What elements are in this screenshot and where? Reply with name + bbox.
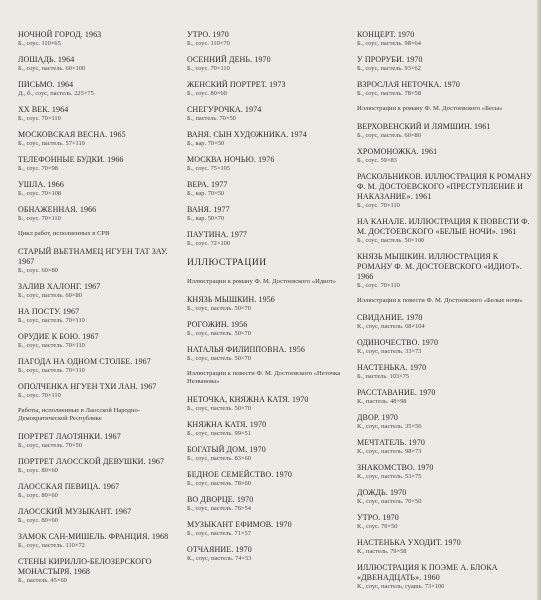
section-heading: ИЛЛЮСТРАЦИИ	[187, 258, 267, 268]
artwork-title: БОГАТЫЙ ДОМ. 1970	[187, 444, 266, 454]
artwork-title: МОСКВА НОЧЬЮ. 1976	[187, 155, 275, 164]
catalog-entry	[187, 295, 347, 313]
artwork-title: МЕЧТАТЕЛЬ. 1970	[357, 438, 425, 447]
artwork-title: ИЛЛЮСТРАЦИЯ К ПОЭМЕ А. БЛОКА «ДВЕНАДЦАТЬ». 1960	[357, 563, 498, 582]
artwork-title: ОДИНОЧЕСТВО. 1970	[357, 338, 439, 347]
artwork-title: УТРО. 1970	[357, 513, 399, 522]
artwork-details: Б., соус, пастель. 70×110	[18, 316, 85, 324]
artwork-title: ЗАЛИВ ХАЛОНГ. 1967	[18, 281, 101, 291]
artwork-details: Б., кар. 70×50	[187, 190, 225, 197]
catalog-entry	[357, 147, 535, 165]
artwork-title: ОТЧАЯНИЕ. 1970	[187, 544, 252, 554]
column-2	[187, 30, 347, 570]
catalog-entry	[18, 205, 176, 223]
catalog-entry	[357, 388, 535, 406]
catalog-entry	[18, 557, 176, 585]
catalog-entry	[187, 205, 347, 223]
artwork-title: ВАНЯ. СЫН ХУДОЖНИКА. 1974	[187, 130, 307, 139]
catalog-entry	[18, 180, 176, 198]
artwork-details: Б., соус. 70×110	[18, 115, 61, 122]
artwork-title: ДОЖДЬ. 1970	[357, 488, 407, 497]
artwork-details: Б., соус. 70×110	[18, 215, 61, 222]
artwork-title: ВЕРХОВЕНСКИЙ И ЛЯМШИН. 1961	[357, 121, 491, 131]
artwork-details: Б., соус, пастель. 50×70	[187, 354, 251, 362]
artwork-details: Б., пастель. 70×50	[187, 115, 236, 122]
artwork-details: Б., кар. 70×50	[187, 140, 225, 147]
section-note: Работы, исполненные в Лаосской Народно-Демократической Республике	[18, 406, 141, 422]
artwork-details: Б., соус, пастель. 78×54	[187, 504, 251, 512]
artwork-details: Б., соус, пастель. 78×60	[187, 479, 251, 487]
artwork-title: НАСТЕНЬКА. 1970	[357, 363, 427, 372]
section-note: Цикл работ, исполненных в СРВ	[18, 230, 110, 237]
catalog-entry	[187, 320, 347, 338]
catalog-entry	[187, 520, 347, 538]
artwork-details: Б., соус, пастель. 99×51	[187, 429, 251, 437]
artwork-title: ВАНЯ. 1977	[187, 205, 230, 214]
artwork-title: ОБНАЖЕННАЯ. 1966	[18, 205, 97, 214]
artwork-title: СВИДАНИЕ. 1970	[357, 313, 423, 322]
catalog-entry	[357, 438, 535, 456]
artwork-title: РАССТАВАНИЕ. 1970	[357, 388, 436, 397]
catalog-entry	[18, 457, 176, 475]
artwork-title: КНЯЗЬ МЫШКИН. 1956	[187, 294, 275, 304]
catalog-entry	[187, 105, 347, 123]
artwork-title: ХРОМОНОЖКА. 1961	[357, 146, 438, 156]
artwork-details: Б., пастель. 103×75	[357, 373, 410, 380]
catalog-entry	[18, 307, 176, 325]
catalog-entry	[357, 217, 535, 245]
artwork-title: XX ВЕК. 1964	[18, 105, 69, 114]
catalog-entry	[187, 345, 347, 363]
artwork-title: НОЧНОЙ ГОРОД. 1963	[18, 30, 102, 39]
artwork-title: МУЗЫКАНТ ЕФИМОВ. 1970	[187, 519, 292, 529]
artwork-title: ЗНАКОМСТВО. 1970	[357, 463, 434, 472]
catalog-entry	[18, 382, 176, 400]
catalog-entry	[187, 470, 347, 488]
catalog-entry	[18, 482, 176, 500]
artwork-title: ЗАМОК САН-МИШЕЛЬ. ФРАНЦИЯ. 1968	[18, 531, 169, 541]
catalog-entry	[18, 532, 176, 550]
artwork-details: К., соус, пастель. 70×50	[357, 498, 422, 505]
artwork-details: К., пастель. 48×98	[357, 398, 407, 405]
artwork-details: Б., соус, пастель. 70×110	[18, 366, 85, 374]
catalog-entry	[187, 80, 347, 98]
artwork-details: К., соус. 70×50	[357, 523, 398, 530]
artwork-details: Б., соус, пастель. 110×72	[18, 541, 85, 549]
artwork-title: ПОРТРЕТ ЛАОТЯНКИ. 1967	[18, 431, 121, 441]
artwork-details: Б., соус. 59×83	[357, 156, 397, 164]
catalog-entry	[357, 80, 535, 98]
artwork-details: Б., соус. 70×98	[18, 165, 58, 172]
artwork-details: Б., соус, пастель. 50×70	[187, 404, 251, 412]
artwork-title: ЛАОССКИЙ МУЗЫКАНТ. 1967	[18, 506, 132, 516]
artwork-details: К., соус, пастель. 98×73	[357, 448, 422, 455]
catalog-entry	[18, 55, 176, 73]
artwork-title: НА ПОСТУ. 1967	[18, 306, 80, 316]
artwork-title: КНЯЖНА КАТЯ. 1970	[187, 419, 267, 429]
artwork-title: ТЕЛЕФОННЫЕ БУДКИ. 1966	[18, 155, 124, 164]
artwork-details: Б., соус, пастель. 50×100	[357, 236, 425, 244]
artwork-details: Б., соус. 80×60	[187, 90, 227, 97]
artwork-details: Б., соус. 80×60	[18, 491, 58, 499]
artwork-title: БЕДНОЕ СЕМЕЙСТВО. 1970	[187, 469, 292, 479]
page-edge	[537, 0, 541, 600]
artwork-details: Б., соус. 70×110	[18, 391, 61, 399]
artwork-title: СТЕНЫ КИРИЛЛО-БЕЛОЗЕРСКОГО МОНАСТЫРЯ. 1968	[18, 556, 152, 576]
artwork-details: К., соус, пастель. 68×104	[357, 323, 425, 330]
catalog-entry	[187, 30, 347, 48]
artwork-title: ПОРТРЕТ ЛАОССКОЙ ДЕВУШКИ. 1967	[18, 456, 165, 466]
artwork-details: Б., соус. 80×60	[18, 466, 58, 474]
artwork-details: Б., соус. 70×108	[18, 190, 62, 197]
catalog-entry	[187, 180, 347, 198]
catalog-entry	[187, 130, 347, 148]
artwork-title: ОПОЛЧЕНКА НГУЕН ТХИ ЛАН. 1967	[18, 381, 157, 391]
artwork-details: Д., б., соус, пастель. 225×75	[18, 90, 94, 97]
catalog-entry	[18, 432, 176, 450]
catalog-entry	[187, 545, 347, 563]
catalog-entry	[357, 513, 535, 531]
artwork-title: ПАУТИНА. 1977	[187, 230, 248, 239]
artwork-details: Б., соус, пастель. 83×60	[187, 454, 251, 462]
artwork-details: Б., соус, пастель. 70×50	[18, 441, 82, 449]
catalog-entry	[357, 30, 535, 48]
artwork-details: К., соус, пастель. 53×75	[357, 473, 422, 480]
artwork-details: Б., соус. 80×60	[18, 516, 58, 524]
catalog-entry	[18, 130, 176, 148]
artwork-title: КНЯЗЬ МЫШКИН. ИЛЛЮСТРАЦИЯ К РОМАНУ Ф. М. ДОСТОЕВСКОГО «ИДИОТ». 1966	[357, 251, 522, 281]
catalog-entry	[18, 105, 176, 123]
artwork-title: ЛОШАДЬ. 1964	[18, 55, 75, 64]
artwork-title: ВО ДВОРЦЕ. 1970	[187, 494, 254, 504]
artwork-details: К., пастель. 79×58	[357, 548, 407, 555]
artwork-title: НА КАНАЛЕ. ИЛЛЮСТРАЦИЯ К ПОВЕСТИ Ф. М. ДОСТОЕВСКОГО «БЕЛЫЕ НОЧИ». 1961	[357, 216, 530, 236]
catalog-entry	[357, 563, 535, 591]
artwork-details: Б., соус, пастель. 93×62	[357, 65, 421, 72]
artwork-details: Б., соус, пастель. 50×70	[187, 329, 251, 337]
artwork-title: ЖЕНСКИЙ ПОРТРЕТ. 1973	[187, 80, 286, 89]
catalog-entry	[357, 488, 535, 506]
catalog-entry	[18, 507, 176, 525]
artwork-title: УШЛА. 1966	[18, 180, 64, 189]
column-3	[357, 30, 535, 598]
catalog-entry	[187, 395, 347, 413]
catalog-entry	[18, 282, 176, 300]
artwork-title: У ПРОРУБИ. 1970	[357, 55, 423, 64]
artwork-details: Б., соус, пастель. 70×110	[18, 341, 85, 349]
artwork-title: ЛАОССКАЯ ПЕВИЦА. 1967	[18, 481, 120, 491]
artwork-title: СТАРЫЙ ВЬЕТНАМЕЦ НГУЕН ТАТ ЗАУ. 1967	[18, 246, 168, 266]
catalog-entry	[18, 30, 176, 48]
catalog-entry	[18, 357, 176, 375]
section-note: Иллюстрации к роману Ф. М. Достоевского «Идиот»	[187, 278, 337, 285]
catalog-entry	[357, 413, 535, 431]
catalog-entry	[18, 247, 176, 275]
catalog-entry	[357, 172, 535, 210]
artwork-details: Б., соус. 110×65	[18, 40, 61, 47]
artwork-title: НЕТОЧКА, КНЯЖНА КАТЯ. 1970	[187, 394, 309, 404]
artwork-details: Б., соус, пастель. 71×57	[187, 529, 251, 537]
catalog-entry	[187, 420, 347, 438]
artwork-details: Б., соус, пастель. 57×110	[18, 140, 85, 147]
catalog-entry	[187, 230, 347, 248]
artwork-details: Б., соус. 60×80	[18, 266, 58, 274]
catalog-entry	[357, 463, 535, 481]
artwork-details: Б., соус. 70×110	[357, 281, 400, 289]
artwork-title: КОНЦЕРТ. 1970	[357, 30, 415, 39]
artwork-details: Б., кар. 50×70	[187, 215, 225, 222]
section-note: Иллюстрации к повести Ф. М. Достоевского «Белые ночи»	[357, 296, 523, 304]
artwork-title: МОСКОВСКАЯ ВЕСНА. 1965	[18, 130, 126, 139]
catalog-entry	[357, 55, 535, 73]
artwork-title: ОСЕННИЙ ДЕНЬ. 1970	[187, 55, 271, 64]
catalog-entry	[187, 495, 347, 513]
artwork-details: Б., соус, пастель. 78×58	[357, 90, 421, 97]
catalog-entry	[187, 155, 347, 173]
catalog-entry	[357, 252, 535, 290]
artwork-details: Б., соус. 75×105	[187, 165, 231, 172]
catalog-entry	[357, 313, 535, 331]
artwork-details: Б., соус, пастель. 60×80	[18, 291, 82, 299]
artwork-details: Б., пастель. 45×60	[18, 576, 67, 584]
catalog-entry	[357, 122, 535, 140]
section-note: Иллюстрации к повести Ф. М. Достоевского «Неточка Незванова»	[187, 369, 340, 385]
artwork-details: К., соус, пастель. 33×73	[357, 348, 422, 355]
artwork-title: НАСТЕНЬКА УХОДИТ. 1970	[357, 538, 461, 547]
artwork-title: СНЕГУРОЧКА. 1974	[187, 105, 262, 114]
column-1	[18, 30, 176, 592]
artwork-details: Б., соус. 70×110	[187, 65, 230, 72]
catalog-entry	[357, 538, 535, 556]
artwork-title: ОРУДИЕ К БОЮ. 1967	[18, 331, 99, 341]
catalog-entry	[18, 332, 176, 350]
artwork-details: Б., соус. 110×70	[187, 40, 230, 47]
catalog-entry	[357, 338, 535, 356]
catalog-entry	[357, 363, 535, 381]
catalog-entry	[18, 155, 176, 173]
section-note: Иллюстрации к роману Ф. М. Достоевского «Бесы»	[357, 105, 503, 112]
artwork-title: УТРО. 1970	[187, 30, 229, 39]
artwork-details: К., соус, пастель, гуашь. 73×100	[357, 583, 445, 590]
catalog-entry	[18, 80, 176, 98]
artwork-details: К., соус, пастель. 35×56	[357, 423, 422, 430]
artwork-details: Б., соус, пастель. 50×70	[187, 304, 251, 312]
artwork-title: ПИСЬМО. 1964	[18, 80, 74, 89]
artwork-title: РОГОЖИН. 1956	[187, 319, 248, 329]
artwork-details: Б., соус, пастель. 60×80	[357, 131, 421, 139]
artwork-title: РАСКОЛЬНИКОВ. ИЛЛЮСТРАЦИЯ К РОМАНУ Ф. М. ДОСТОЕВСКОГО «ПРЕСТУПЛЕНИЕ И НАКАЗАНИЕ». 1961	[357, 171, 533, 201]
artwork-title: ДВОР. 1970	[357, 413, 399, 422]
artwork-title: ПАГОДА НА ОДНОМ СТОЛБЕ. 1967	[18, 356, 151, 366]
artwork-title: ВЕРА. 1977	[187, 180, 228, 189]
artwork-details: Б., соус, пастель. 60×100	[18, 65, 86, 72]
artwork-details: Б., соус. 70×110	[357, 201, 400, 209]
artwork-details: Б., соус, пастель. 98×64	[357, 40, 421, 47]
artwork-title: НАТАЛЬЯ ФИЛИППОВНА. 1956	[187, 344, 305, 354]
artwork-title: ВЗРОСЛАЯ НЕТОЧКА. 1970	[357, 80, 460, 89]
catalog-entry	[187, 445, 347, 463]
catalog-entry	[187, 55, 347, 73]
artwork-details: Б., соус. 72×100	[187, 240, 231, 247]
artwork-details: К., соус, пастель. 74×53	[187, 554, 252, 562]
